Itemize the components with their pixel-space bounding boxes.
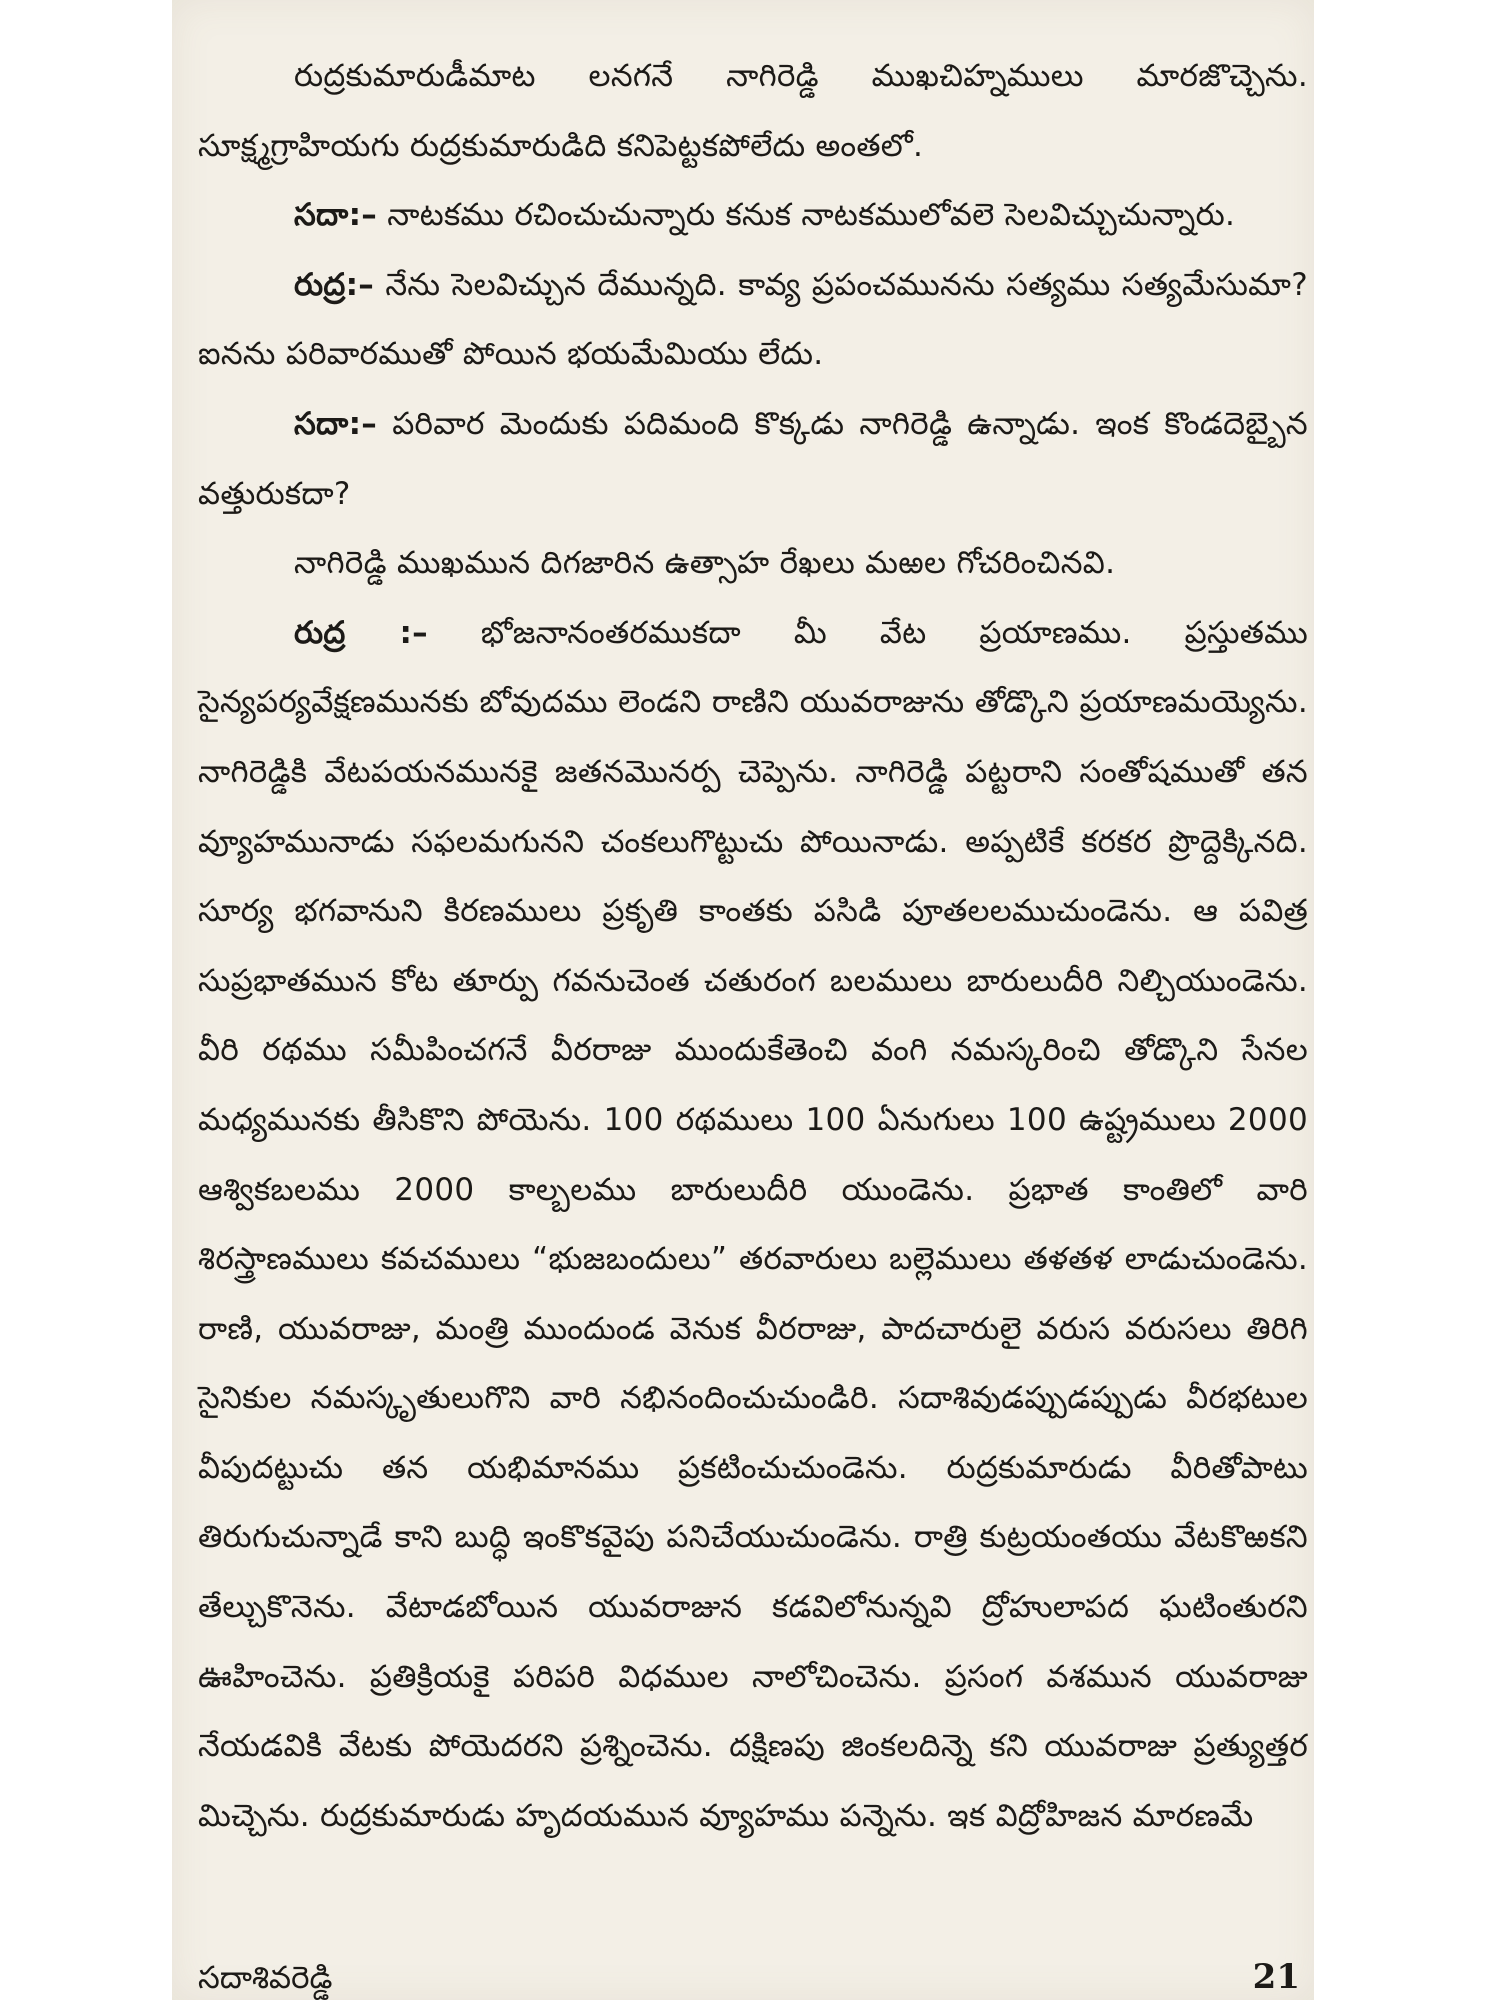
speaker-label: రుద్ర:–	[294, 266, 375, 303]
page-body	[198, 42, 1308, 1851]
running-title: సదాశివరెడ్డి	[198, 1960, 333, 1996]
paragraph-text: పరివార మెందుకు పదిమంది కొక్కడు నాగిరెడ్డి ఉన్నాడు. ఇంక కొండదెబ్బైన వత్తురుకదా?	[198, 405, 1308, 512]
paragraph-text: రుద్రకుమారుడీమాట లనగనే నాగిరెడ్డి ముఖచిహ్నములు మారజొచ్చెను. సూక్ష్మగ్రాహియగు రుద్రకుమారుడిది కనిపెట్టకపోలేదు అంతలో.	[198, 58, 1308, 164]
speaker-label: రుద్ర :–	[294, 614, 428, 651]
dialogue-paragraph	[198, 251, 1308, 390]
paragraph-text: నాటకము రచించుచున్నారు కనుక నాటకములోవలె సెలవిచ్చుచున్నారు.	[377, 197, 1236, 234]
paragraph-text: భోజనానంతరముకదా మీ వేట ప్రయాణము. ప్రస్తుతము సైన్యపర్యవేక్షణమునకు బోవుదము లెండని రాణిని యువరాజును తోడ్కొని ప్రయాణమయ్యెను. నాగిరెడ్డికి వేటపయనమునకై జతనమొనర్ప చెప్పెను. నాగిరెడ్డి పట్టరాని సంతోషముతో తన వ్యూహమునాడు సఫలమగునని చంకలుగొట్టుచు పోయినాడు. అప్పటికే కరకర ప్రొద్దెక్కినది. సూర్య భగవానుని కిరణములు ప్రకృతి కాంతకు పసిడి పూతలలముచుండెను. ఆ పవిత్ర సుప్రభాతమున కోట తూర్పు గవనుచెంత చతురంగ బలములు బారులుదీరి నిల్చియుండెను. వీరి రథము సమీపించగనే వీరరాజు ముందుకేతెంచి వంగి నమస్కరించి తోడ్కొని సేనల మధ్యమునకు తీసికొని పోయెను. 100 రథములు 100 ఏనుగులు 100 ఉష్ట్రములు 2000 ఆశ్వికబలము 2000 కాల్బలము బారులుదీరి యుండెను. ప్రభాత కాంతిలో వారి శిరస్త్రాణములు కవచములు “భుజబందులు” తరవారులు బల్లెములు తళతళ లాడుచుండెను. రాణి, యువరాజు, మంత్రి ముందుండ వెనుక వీరరాజు, పాదచారులై వరుస వరుసలు తిరిగి సైనికుల నమస్కృతులుగొని వారి నభినందించుచుండిరి. సదాశివుడప్పుడప్పుడు వీరభటుల వీపుదట్టుచు తన యభిమానము ప్రకటించుచుండెను. రుద్రకుమారుడు వీరితోపాటు తిరుగుచున్నాడే కాని బుద్ధి ఇంకొకవైపు పనిచేయుచుండెను. రాత్రి కుట్రయంతయు వేటకొఱకని తేల్చుకొనెను. వేటాడబోయిన యువరాజున కడవిలోనున్నవి ద్రోహులాపద ఘటింతురని ఊహించెను. ప్రతిక్రియకై పరిపరి విధముల నాలోచించెను. ప్రసంగ వశమున యువరాజు నేయడవికి వేటకు పోయెదరని ప్రశ్నించెను. దక్షిణపు జింకలదిన్నె కని యువరాజు ప్రత్యుత్తర మిచ్చెను. రుద్రకుమారుడు హృదయమున వ్యూహము పన్నెను. ఇక విద్రోహిజన మారణమే	[198, 614, 1309, 1834]
narration-paragraph	[198, 42, 1308, 181]
paragraph-text: నాగిరెడ్డి ముఖమున దిగజారిన ఉత్సాహ రేఖలు మఱల గోచరించినవి.	[294, 545, 1116, 582]
speaker-label: సదా:–	[294, 405, 378, 442]
dialogue-paragraph	[198, 599, 1308, 1852]
speaker-label: సదా:–	[294, 197, 378, 234]
narration-paragraph	[198, 529, 1308, 599]
dialogue-paragraph	[198, 181, 1308, 251]
page-number: 21	[1252, 1957, 1300, 1997]
paragraph-text: నేను సెలవిచ్చున దేమున్నది. కావ్య ప్రపంచమునను సత్యము సత్యమేసుమా? ఐనను పరివారముతో పోయిన భయమేమియు లేదు.	[198, 266, 1308, 373]
dialogue-paragraph	[198, 390, 1308, 529]
